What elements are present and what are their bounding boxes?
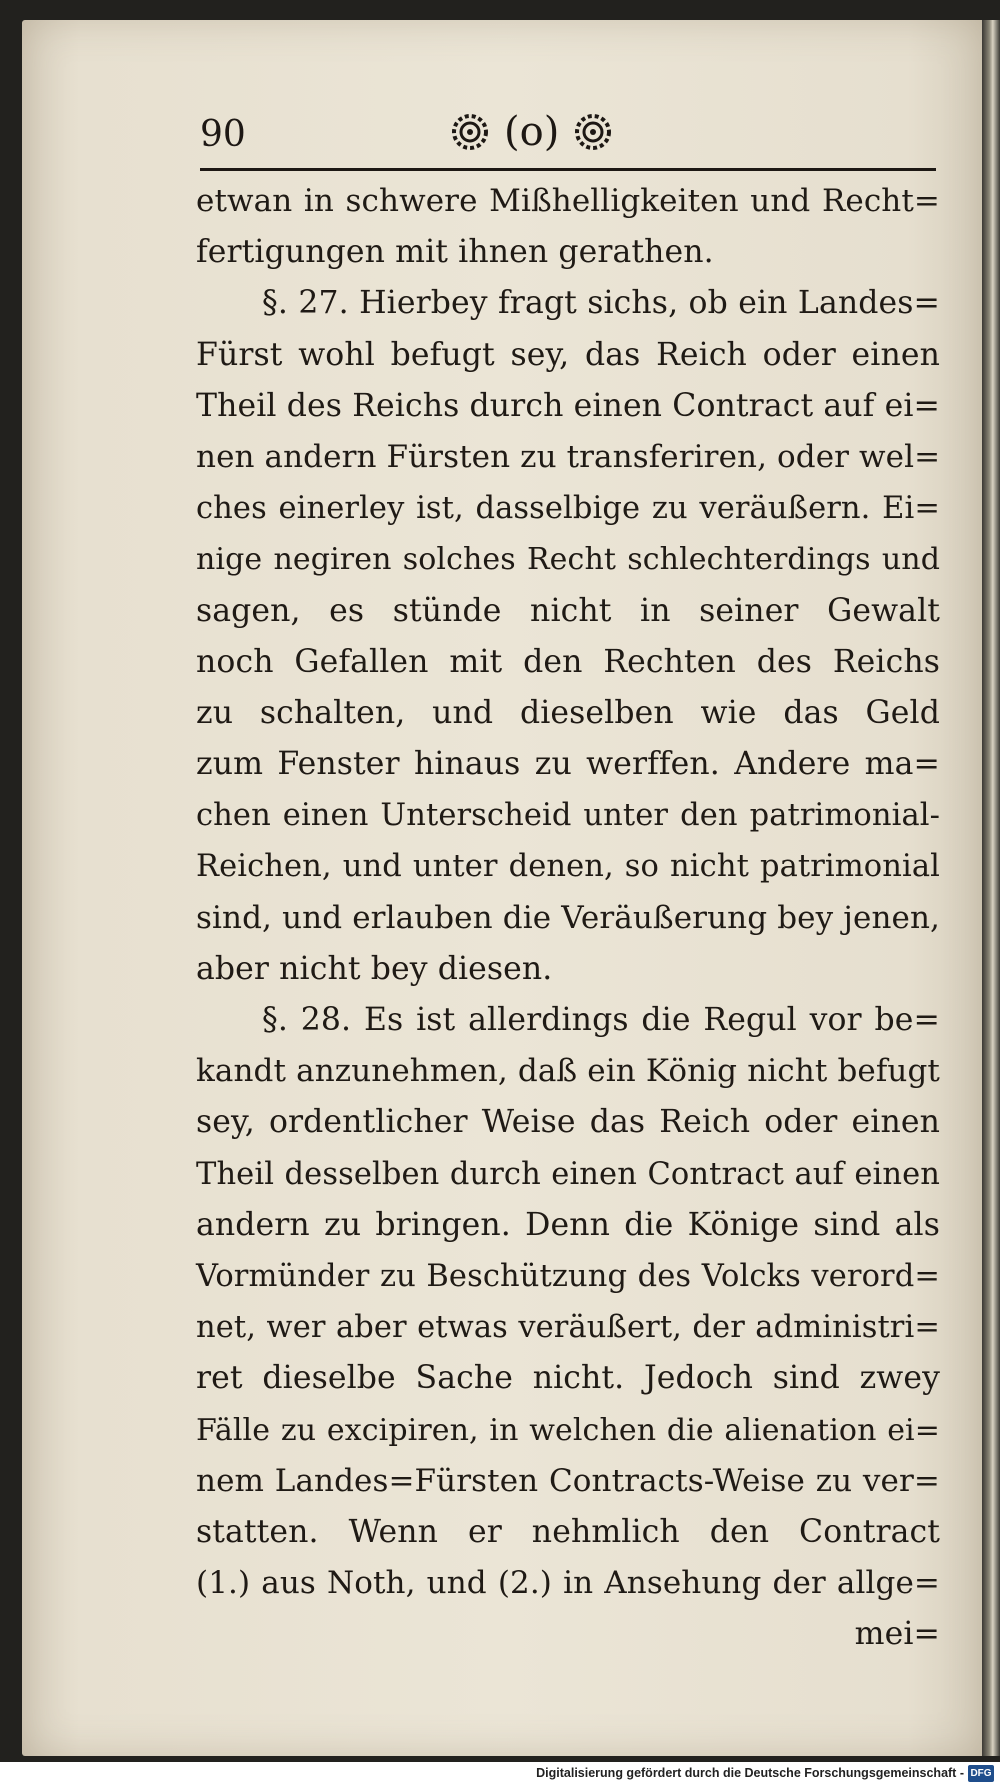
page-header (200, 109, 936, 176)
text-line: §. 28. Es ist allerdings die Regul vor be= (262, 1002, 940, 1038)
text-line: etwan in schwere Mißhelligkeiten und Recht= (196, 183, 940, 219)
page-number: 90 (200, 114, 246, 155)
text-line: Reichen, und unter denen, so nicht patrimonial (196, 849, 940, 885)
page-edge (982, 20, 1000, 1756)
footer-bar (0, 1762, 1000, 1786)
text-line: nem Landes=Fürsten Contracts-Weise zu ver= (196, 1462, 940, 1499)
text-line: kandt anzunehmen, daß ein König nicht befugt (196, 1053, 940, 1090)
text-line: Theil desselben durch einen Contract auf einen (196, 1156, 940, 1192)
ornament-center: (o) (504, 109, 560, 155)
header-rule (200, 168, 936, 171)
text-line: chen einen Unterscheid unter den patrimonial- (196, 798, 940, 834)
text-line: zum Fenster hinaus zu werffen. Andere ma= (196, 746, 940, 783)
text-line: sey, ordentlicher Weise das Reich oder einen (196, 1104, 940, 1141)
text-line: nen andern Fürsten zu transferiren, oder wel= (196, 438, 941, 475)
text-line: sagen, es stünde nicht in seiner Gewalt (196, 592, 940, 629)
text-line: statten. Wenn er nehmlich den Contract (196, 1513, 940, 1550)
text-line: Fürst wohl befugt sey, das Reich oder einen (196, 336, 940, 373)
text-line: Vormünder zu Beschützung des Volcks verord= (196, 1258, 940, 1294)
text-line: ret dieselbe Sache nicht. Jedoch sind zwey (196, 1360, 940, 1397)
text-line: Theil des Reichs durch einen Contract auf ei= (196, 387, 940, 424)
text-line: (1.) aus Noth, und (2.) in Ansehung der allge= (196, 1565, 940, 1602)
digitization-credit: Digitalisierung gefördert durch die Deutsche Forschungsgemeinschaft - (536, 1766, 964, 1780)
text-line: sind, und erlauben die Veräußerung bey jenen, (196, 899, 940, 936)
catchword: mei= (854, 1616, 940, 1653)
text-line: aber nicht bey diesen. (196, 950, 553, 987)
rosette-icon (573, 112, 613, 152)
text-line: §. 27. Hierbey fragt sichs, ob ein Landes= (262, 285, 940, 322)
text-line: zu schalten, und dieselben wie das Geld (196, 694, 940, 731)
text-line: fertigungen mit ihnen gerathen. (196, 234, 714, 271)
text-line: andern zu bringen. Denn die Könige sind als (196, 1206, 940, 1243)
body-text (196, 176, 940, 1660)
text-line: noch Gefallen mit den Rechten des Reichs (196, 643, 940, 680)
text-line: net, wer aber etwas veräußert, der administri= (196, 1310, 940, 1346)
text-line: ches einerley ist, dasselbige zu veräußern. Ei= (196, 491, 940, 527)
text-line: nige negiren solches Recht schlechterdings und (196, 542, 940, 578)
text-line: Fälle zu excipiren, in welchen die alienation ei= (196, 1412, 940, 1448)
dfg-logo-icon: DFG (968, 1765, 994, 1782)
rosette-icon (450, 112, 490, 152)
header-ornament (450, 109, 613, 155)
